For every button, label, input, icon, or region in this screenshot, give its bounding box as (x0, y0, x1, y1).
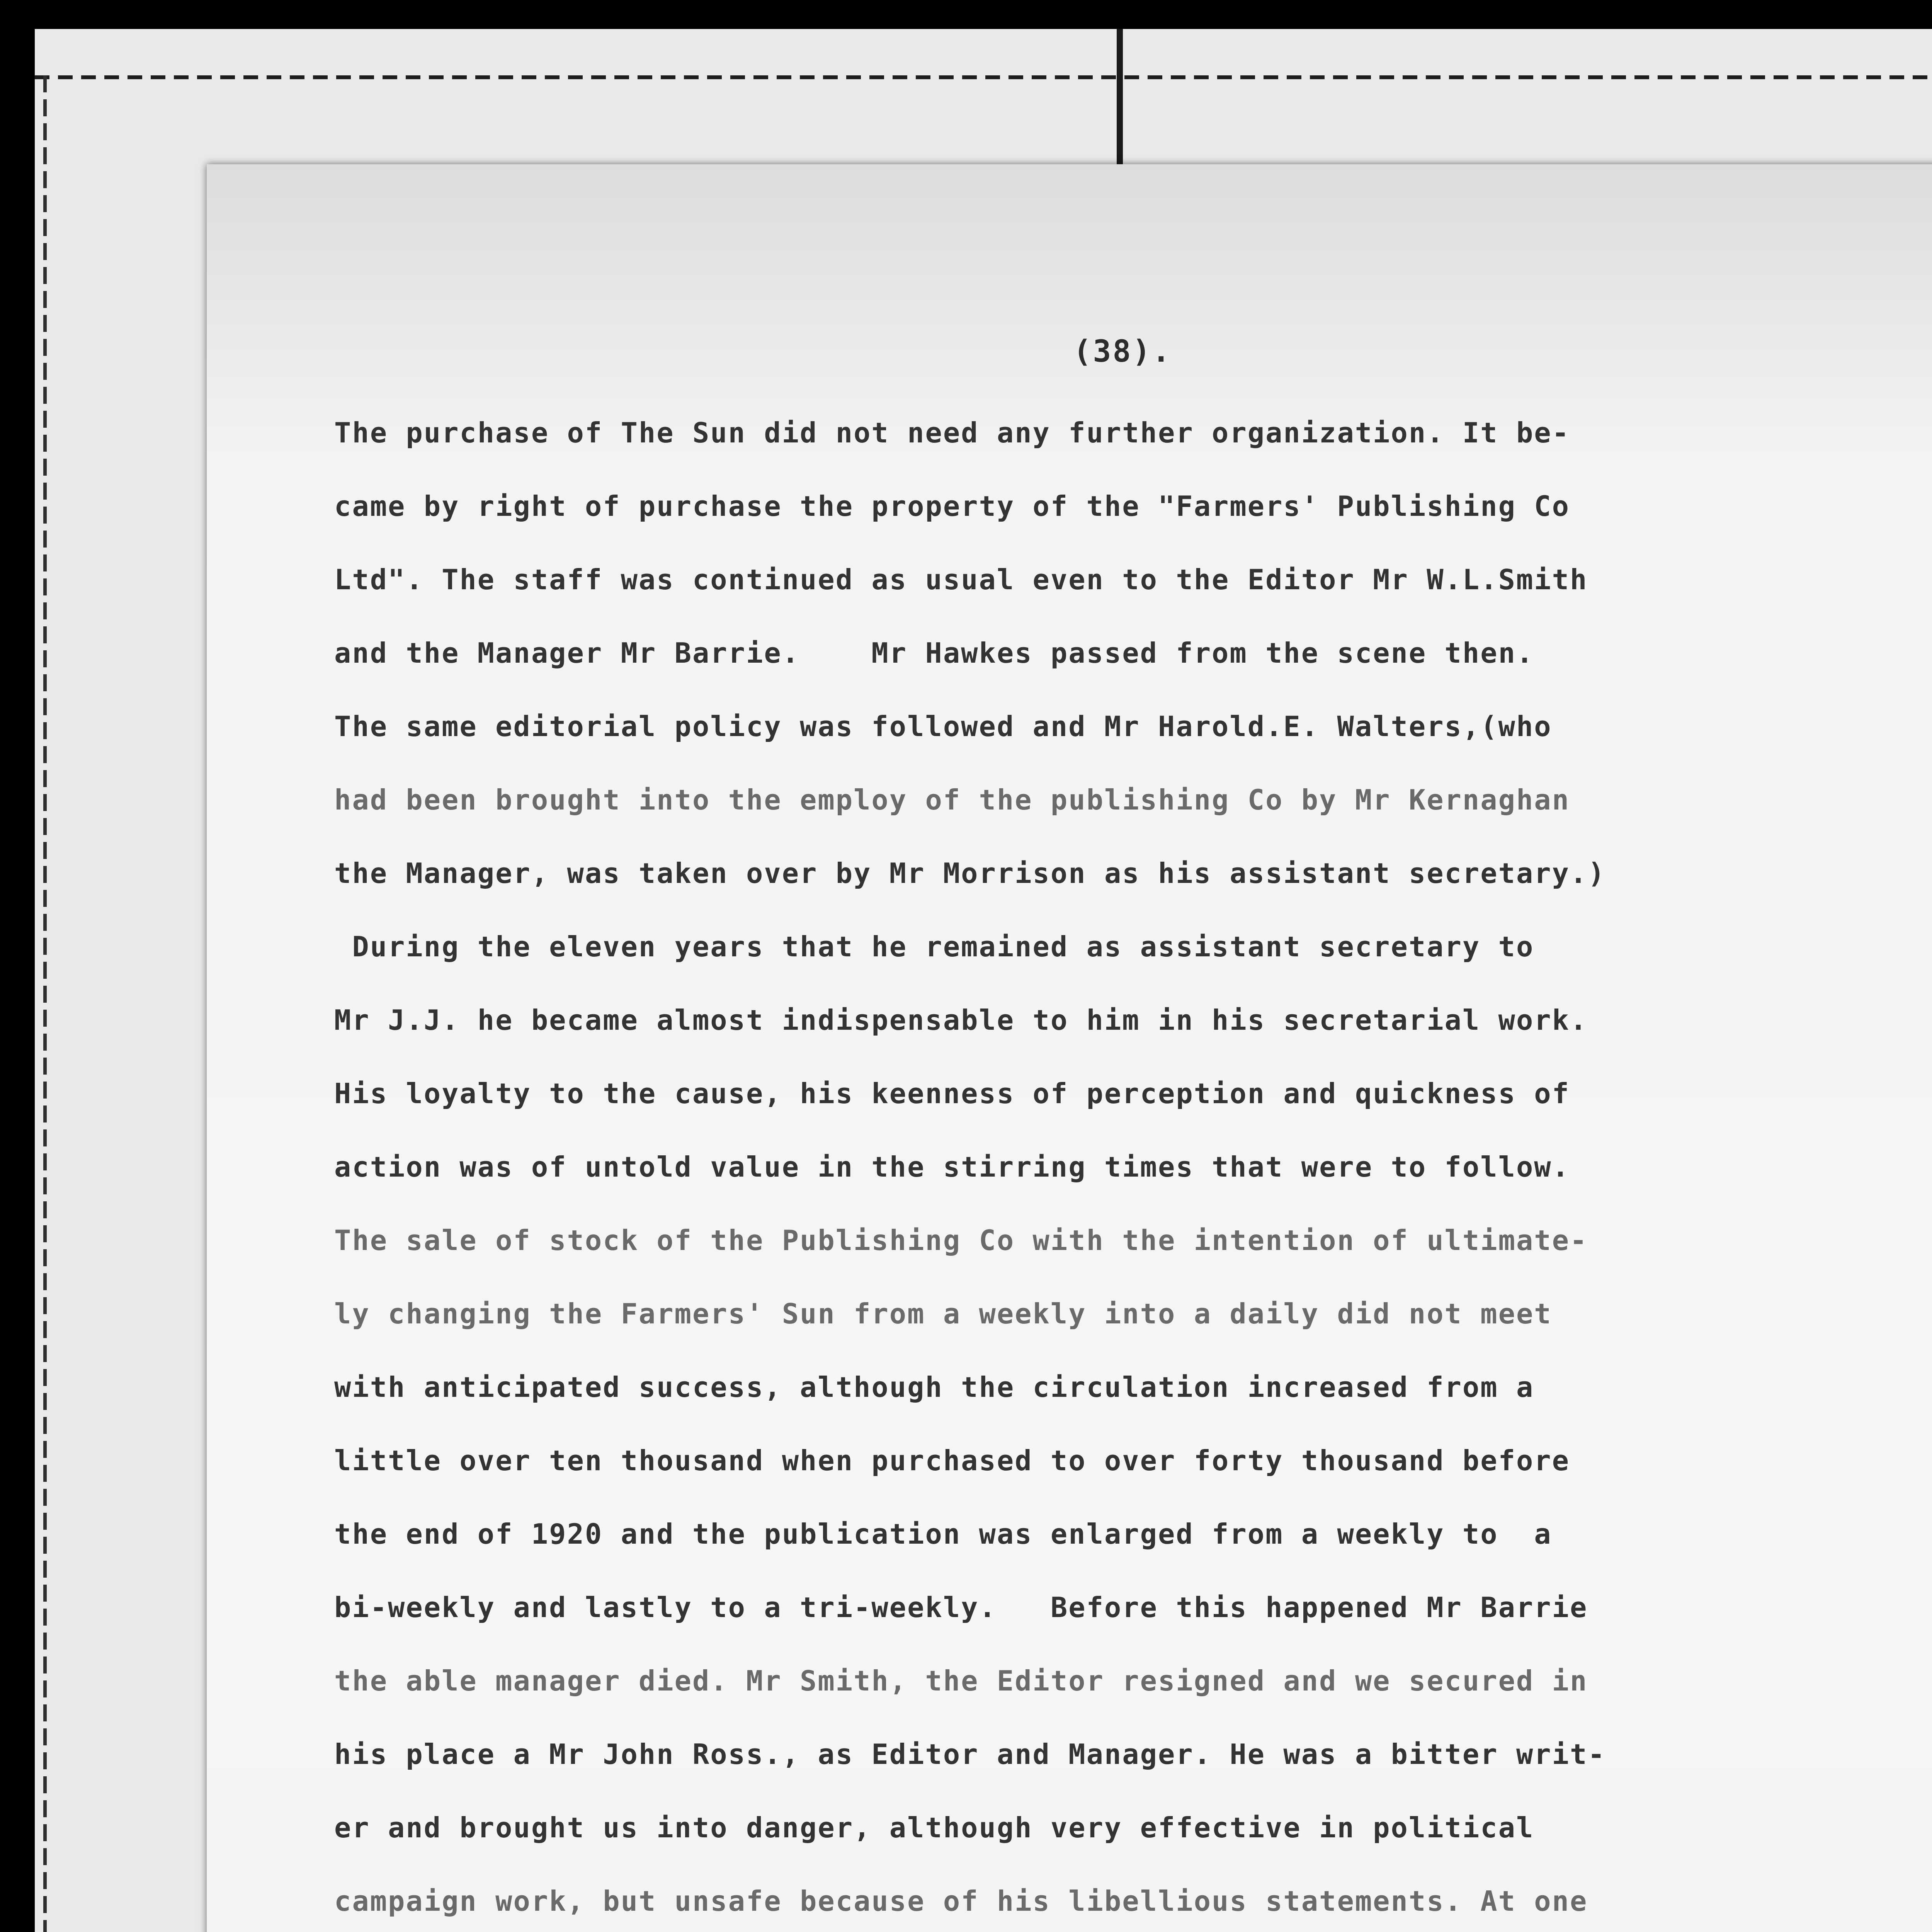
dashed-border-left (43, 75, 47, 1932)
text-line: came by right of purchase the property of the "Farmers' Publishing Co (334, 490, 1570, 522)
text-line: action was of untold value in the stirring times that were to follow. (334, 1151, 1570, 1183)
text-line: campaign work, but unsafe because of his libellious statements. At one (334, 1885, 1588, 1917)
text-line: the end of 1920 and the publication was enlarged from a weekly to a (334, 1518, 1552, 1550)
text-line: had been brought into the employ of the publishing Co by Mr Kernaghan (334, 784, 1570, 816)
text-line: Ltd". The staff was continued as usual even to the Editor Mr W.L.Smith (334, 563, 1588, 596)
text-line: ly changing the Farmers' Sun from a weekly into a daily did not meet (334, 1298, 1552, 1330)
typewritten-page (207, 164, 1932, 1932)
text-line: er and brought us into danger, although very effective in political (334, 1811, 1534, 1844)
text-line: the able manager died. Mr Smith, the Editor resigned and we secured in (334, 1665, 1588, 1697)
text-line: The same editorial policy was followed and Mr Harold.E. Walters,(who (334, 710, 1552, 743)
text-line: The sale of stock of the Publishing Co with the intention of ultimate- (334, 1224, 1588, 1257)
typed-text-body (334, 396, 1932, 1932)
dashed-border-top (35, 75, 1932, 79)
text-line: the Manager, was taken over by Mr Morrison as his assistant secretary.) (334, 857, 1606, 889)
page-number: (38). (1073, 334, 1172, 369)
text-line: his place a Mr John Ross., as Editor and Manager. He was a bitter writ- (334, 1738, 1606, 1770)
text-line: little over ten thousand when purchased to over forty thousand before (334, 1444, 1570, 1477)
text-line: His loyalty to the cause, his keenness of perception and quickness of (334, 1077, 1570, 1110)
text-line: Mr J.J. he became almost indispensable to him in his secretarial work. (334, 1004, 1588, 1036)
text-line: bi-weekly and lastly to a tri-weekly. Before this happened Mr Barrie (334, 1591, 1588, 1624)
text-line: During the eleven years that he remained as assistant secretary to (334, 930, 1534, 963)
text-line: with anticipated success, although the circulation increased from a (334, 1371, 1534, 1403)
text-line: The purchase of The Sun did not need any further organization. It be- (334, 417, 1570, 449)
text-line: and the Manager Mr Barrie. Mr Hawkes passed from the scene then. (334, 637, 1534, 669)
